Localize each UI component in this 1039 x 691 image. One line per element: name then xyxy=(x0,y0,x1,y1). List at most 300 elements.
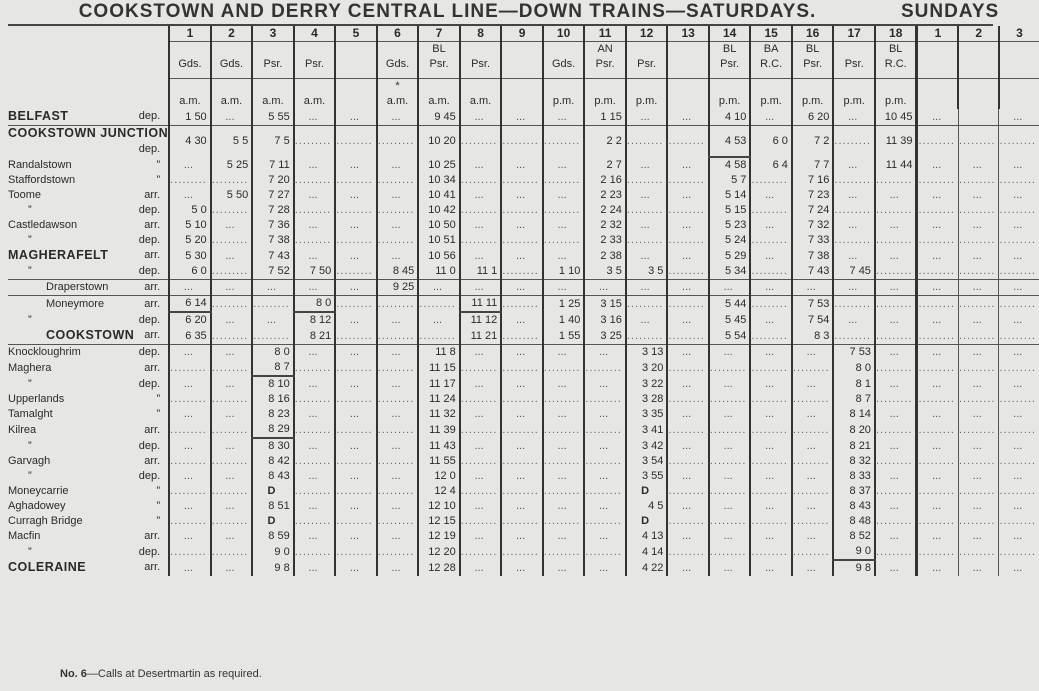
time-cell: 2 33 xyxy=(584,233,626,248)
time-cell: 4 14 xyxy=(626,544,668,560)
time-cell: ......... xyxy=(750,264,792,280)
time-cell: 9 0 xyxy=(252,544,294,560)
time-cell: ......... xyxy=(377,328,419,345)
ampm-cell xyxy=(460,79,502,110)
time-cell: ... xyxy=(667,312,709,328)
train-number: 12 xyxy=(626,26,668,42)
time-cell: ......... xyxy=(460,514,502,529)
time-cell: ......... xyxy=(169,360,211,376)
time-cell: 8 43 xyxy=(252,469,294,484)
time-cell: 10 41 xyxy=(418,188,460,203)
time-cell: ......... xyxy=(875,264,917,280)
train-number: 13 xyxy=(667,26,709,42)
time-cell: ......... xyxy=(999,392,1039,407)
time-cell: 7 38 xyxy=(252,233,294,248)
time-cell: ......... xyxy=(875,392,917,407)
time-cell: ......... xyxy=(833,296,875,313)
time-cell: ......... xyxy=(501,360,543,376)
time-cell: ... xyxy=(999,529,1039,544)
time-cell: ... xyxy=(501,560,543,576)
time-cell: ... xyxy=(875,345,917,361)
time-cell: 9 8 xyxy=(252,560,294,576)
time-cell: ......... xyxy=(917,484,959,499)
time-cell: ......... xyxy=(252,328,294,345)
time-cell: 4 53 xyxy=(709,126,751,158)
time-cell: ... xyxy=(377,438,419,454)
train-number: 11 xyxy=(584,26,626,42)
header-spacer xyxy=(8,42,169,79)
time-cell: ... xyxy=(999,248,1039,264)
timetable-row xyxy=(8,469,1039,484)
time-cell: ......... xyxy=(377,296,419,313)
time-cell: ......... xyxy=(709,484,751,499)
train-type-cell xyxy=(958,42,999,79)
time-cell: ... xyxy=(917,248,959,264)
time-cell: ......... xyxy=(460,544,502,560)
timetable-row xyxy=(8,264,1039,280)
time-cell: ......... xyxy=(917,296,959,313)
time-cell: ......... xyxy=(875,484,917,499)
time-cell: ......... xyxy=(833,126,875,158)
time-cell: 8 29 xyxy=(252,422,294,438)
ampm-label: a.m. xyxy=(179,95,201,107)
train-type-cell xyxy=(626,42,668,79)
ampm-cell xyxy=(875,79,917,110)
arr-dep-label: ” xyxy=(156,500,161,512)
time-cell: ......... xyxy=(211,233,253,248)
timetable-row xyxy=(8,484,1039,499)
time-cell: 5 45 xyxy=(709,312,751,328)
time-cell: ......... xyxy=(501,203,543,218)
time-cell: ......... xyxy=(460,233,502,248)
time-cell: ......... xyxy=(667,514,709,529)
time-cell: ... xyxy=(875,188,917,203)
time-cell: 10 51 xyxy=(418,233,460,248)
time-cell: ... xyxy=(543,188,585,203)
time-cell: ......... xyxy=(917,173,959,188)
time-cell: ......... xyxy=(460,454,502,469)
time-cell: ... xyxy=(999,407,1039,422)
time-cell: ......... xyxy=(999,544,1039,560)
train-number: 15 xyxy=(750,26,792,42)
station-name: ” xyxy=(28,265,32,277)
station-cell xyxy=(8,407,169,422)
train-number: 7 xyxy=(418,26,460,42)
train-type: Gds. xyxy=(551,58,576,70)
time-cell: ......... xyxy=(335,514,377,529)
ampm-cell xyxy=(667,79,709,110)
timetable-row xyxy=(8,560,1039,576)
time-cell: 3 35 xyxy=(626,407,668,422)
time-cell: ......... xyxy=(792,422,834,438)
arr-dep-label: dep. xyxy=(138,470,161,482)
time-cell: ......... xyxy=(584,422,626,438)
time-cell: ......... xyxy=(377,422,419,438)
station-cell xyxy=(8,264,169,280)
time-cell: ... xyxy=(667,560,709,576)
time-cell: 3 28 xyxy=(626,392,668,407)
time-cell: ......... xyxy=(211,454,253,469)
time-cell: ......... xyxy=(999,360,1039,376)
time-cell: ... xyxy=(958,560,999,576)
footnote-text: —Calls at Desertmartin as required. xyxy=(86,668,262,680)
time-cell: 7 45 xyxy=(833,264,875,280)
station-cell xyxy=(8,157,169,173)
station-name: Upperlands xyxy=(8,393,65,405)
ampm-cell xyxy=(626,79,668,110)
time-cell: ... xyxy=(999,312,1039,328)
time-cell: ......... xyxy=(460,422,502,438)
time-cell: ......... xyxy=(543,544,585,560)
time-cell: ... xyxy=(667,376,709,392)
train-type: Psr. xyxy=(263,58,283,70)
time-cell: ... xyxy=(999,438,1039,454)
time-cell: ......... xyxy=(501,296,543,313)
time-cell: ... xyxy=(626,188,668,203)
time-cell: 7 23 xyxy=(792,188,834,203)
time-cell: ... xyxy=(211,529,253,544)
time-cell: 11 21 xyxy=(460,328,502,345)
station-name: Castledawson xyxy=(8,219,78,231)
train-type: Psr. xyxy=(471,58,491,70)
time-cell: ... xyxy=(335,345,377,361)
time-cell: ... xyxy=(543,376,585,392)
timetable-row xyxy=(8,109,1039,126)
station-name: Tamalght xyxy=(8,408,53,420)
time-cell: ... xyxy=(792,529,834,544)
time-cell: ......... xyxy=(501,264,543,280)
time-cell: 7 27 xyxy=(252,188,294,203)
time-cell: 10 20 xyxy=(418,126,460,158)
time-cell: ......... xyxy=(875,360,917,376)
time-cell: 8 12 xyxy=(294,312,336,328)
arr-dep-label: arr. xyxy=(144,329,161,341)
time-cell: ......... xyxy=(875,203,917,218)
time-cell: ... xyxy=(543,109,585,126)
time-cell: 8 33 xyxy=(833,469,875,484)
timetable-row xyxy=(8,438,1039,454)
time-cell: 6 20 xyxy=(169,312,211,328)
time-cell: ... xyxy=(211,499,253,514)
time-cell: ......... xyxy=(999,203,1039,218)
time-cell: ... xyxy=(335,157,377,173)
time-cell: ... xyxy=(917,188,959,203)
time-cell: ......... xyxy=(377,233,419,248)
time-cell: ... xyxy=(667,188,709,203)
train-prefix: BA xyxy=(763,43,779,55)
time-cell: 12 10 xyxy=(418,499,460,514)
time-cell: ... xyxy=(294,376,336,392)
time-cell: 3 25 xyxy=(584,328,626,345)
time-cell: 7 33 xyxy=(792,233,834,248)
station-cell xyxy=(8,280,169,296)
time-cell: ... xyxy=(709,376,751,392)
station-name: Moneycarrie xyxy=(8,485,69,497)
train-number: 10 xyxy=(543,26,585,42)
train-number: 5 xyxy=(335,26,377,42)
time-cell: D xyxy=(626,514,668,529)
time-cell: ... xyxy=(667,529,709,544)
time-cell: ......... xyxy=(211,173,253,188)
time-cell: ......... xyxy=(211,422,253,438)
time-cell: 5 29 xyxy=(709,248,751,264)
time-cell: ... xyxy=(294,188,336,203)
time-cell: 2 38 xyxy=(584,248,626,264)
time-cell: ... xyxy=(875,280,917,296)
station-cell xyxy=(8,469,169,484)
timetable-row xyxy=(8,173,1039,188)
time-cell: ... xyxy=(709,280,751,296)
time-cell: ... xyxy=(958,280,999,296)
time-cell: 5 30 xyxy=(169,248,211,264)
arr-dep-label: ” xyxy=(156,158,161,171)
time-cell: ... xyxy=(460,529,502,544)
station-cell xyxy=(8,499,169,514)
time-cell: ......... xyxy=(917,264,959,280)
train-type: Psr. xyxy=(720,58,740,70)
time-cell: ......... xyxy=(917,203,959,218)
time-cell: ... xyxy=(792,438,834,454)
train-type-cell xyxy=(335,42,377,79)
time-cell: ......... xyxy=(709,454,751,469)
train-number: 1 xyxy=(169,26,211,42)
time-cell: ......... xyxy=(667,454,709,469)
time-cell: ......... xyxy=(875,422,917,438)
time-cell: 3 16 xyxy=(584,312,626,328)
time-cell: ... xyxy=(792,280,834,296)
time-cell: ......... xyxy=(833,328,875,345)
ampm-label: p.m. xyxy=(843,95,865,107)
time-cell: ......... xyxy=(709,544,751,560)
time-cell: ... xyxy=(501,157,543,173)
time-cell: 12 0 xyxy=(418,469,460,484)
time-cell: ... xyxy=(833,280,875,296)
ampm-cell xyxy=(750,79,792,110)
time-cell: ......... xyxy=(543,126,585,158)
time-cell: ... xyxy=(875,560,917,576)
train-type: Gds. xyxy=(178,58,202,70)
time-cell: ... xyxy=(999,499,1039,514)
time-cell: 8 52 xyxy=(833,529,875,544)
time-cell: ... xyxy=(667,438,709,454)
time-cell: ......... xyxy=(501,392,543,407)
station-cell xyxy=(8,296,169,313)
time-cell: 5 34 xyxy=(709,264,751,280)
time-cell: ......... xyxy=(958,264,999,280)
time-cell: 11 17 xyxy=(418,376,460,392)
time-cell: ... xyxy=(584,376,626,392)
time-cell: ......... xyxy=(999,264,1039,280)
train-type: Psr. xyxy=(844,58,864,70)
time-cell: 3 5 xyxy=(584,264,626,280)
time-cell: ......... xyxy=(709,514,751,529)
time-cell: ......... xyxy=(294,514,336,529)
time-cell: ... xyxy=(335,248,377,264)
time-cell: ... xyxy=(460,218,502,233)
time-cell: ... xyxy=(294,438,336,454)
train-prefix: BL xyxy=(432,43,446,55)
time-cell: ... xyxy=(709,438,751,454)
ampm-label: a.m. xyxy=(262,95,284,107)
time-cell: ......... xyxy=(211,514,253,529)
time-cell: ......... xyxy=(377,392,419,407)
time-cell: ......... xyxy=(999,173,1039,188)
time-cell: 5 23 xyxy=(709,218,751,233)
time-cell: ... xyxy=(294,560,336,576)
time-cell: 10 45 xyxy=(875,109,917,126)
time-cell: ......... xyxy=(501,484,543,499)
time-cell: 7 43 xyxy=(252,248,294,264)
time-cell: ......... xyxy=(335,173,377,188)
time-cell: ... xyxy=(999,109,1039,126)
time-cell: ... xyxy=(377,312,419,328)
time-cell: ......... xyxy=(667,360,709,376)
station-cell xyxy=(8,392,169,407)
station-name: ” xyxy=(28,470,32,482)
time-cell: 5 54 xyxy=(709,328,751,345)
time-cell: ... xyxy=(169,376,211,392)
time-cell: 7 7 xyxy=(792,157,834,173)
time-cell: ... xyxy=(335,529,377,544)
time-cell: ... xyxy=(750,560,792,576)
time-cell: ......... xyxy=(709,422,751,438)
time-cell: ......... xyxy=(709,360,751,376)
time-cell: ......... xyxy=(335,392,377,407)
train-type-cell xyxy=(999,42,1039,79)
time-cell: ... xyxy=(833,248,875,264)
train-number: 2 xyxy=(211,26,253,42)
time-cell: ... xyxy=(501,407,543,422)
time-cell: ......... xyxy=(999,422,1039,438)
time-cell: ... xyxy=(169,280,211,296)
arr-dep-label: dep. xyxy=(138,204,161,216)
arr-dep-label: dep. xyxy=(138,346,161,358)
time-cell: ... xyxy=(501,438,543,454)
arr-dep-label: dep. xyxy=(138,377,161,390)
arr-dep-label: arr. xyxy=(144,561,161,573)
time-cell: ... xyxy=(750,438,792,454)
time-cell: 1 15 xyxy=(584,109,626,126)
time-cell: ......... xyxy=(169,514,211,529)
time-cell: 7 32 xyxy=(792,218,834,233)
train-type-cell xyxy=(709,42,751,79)
time-cell: 7 54 xyxy=(792,312,834,328)
timetable-row xyxy=(8,392,1039,407)
train-type-cell xyxy=(460,42,502,79)
sunday-train-number: 2 xyxy=(958,26,999,42)
time-cell: ... xyxy=(501,109,543,126)
train-number: 9 xyxy=(501,26,543,42)
time-cell: ......... xyxy=(917,126,959,158)
header-spacer xyxy=(8,79,169,110)
timetable-row xyxy=(8,345,1039,361)
time-cell: ... xyxy=(750,188,792,203)
time-cell: 11 43 xyxy=(418,438,460,454)
ampm-cell xyxy=(917,79,959,110)
time-cell: 5 5 xyxy=(211,126,253,158)
time-cell: ......... xyxy=(750,544,792,560)
time-cell: ... xyxy=(543,157,585,173)
time-cell: 2 2 xyxy=(584,126,626,158)
station-cell xyxy=(8,312,169,328)
time-cell: ......... xyxy=(460,360,502,376)
ampm-row xyxy=(8,79,1039,110)
station-cell xyxy=(8,188,169,203)
time-cell: ... xyxy=(335,280,377,296)
time-cell: ... xyxy=(667,248,709,264)
station-cell xyxy=(8,529,169,544)
time-cell: ......... xyxy=(875,173,917,188)
ampm-label: a.m. xyxy=(469,95,492,107)
time-cell: 10 34 xyxy=(418,173,460,188)
time-cell: 7 36 xyxy=(252,218,294,233)
time-cell: ......... xyxy=(377,514,419,529)
time-cell: 5 24 xyxy=(709,233,751,248)
time-cell: ......... xyxy=(667,392,709,407)
time-cell: ... xyxy=(294,529,336,544)
time-cell: 8 32 xyxy=(833,454,875,469)
time-cell: 9 25 xyxy=(377,280,419,296)
train-type-cell xyxy=(543,42,585,79)
station-cell xyxy=(8,345,169,361)
time-cell: ......... xyxy=(460,203,502,218)
timetable-row xyxy=(8,188,1039,203)
timetable-row xyxy=(8,422,1039,438)
time-cell: ......... xyxy=(958,544,999,560)
time-cell: ... xyxy=(750,280,792,296)
station-name: ” xyxy=(28,234,32,246)
time-cell: 1 40 xyxy=(543,312,585,328)
time-cell: ......... xyxy=(335,544,377,560)
time-cell: ... xyxy=(377,345,419,361)
time-cell: ......... xyxy=(377,544,419,560)
time-cell: 4 13 xyxy=(626,529,668,544)
time-cell: ... xyxy=(335,312,377,328)
time-cell: ......... xyxy=(875,328,917,345)
time-cell: 11 12 xyxy=(460,312,502,328)
time-cell: 3 13 xyxy=(626,345,668,361)
time-cell: 11 44 xyxy=(875,157,917,173)
time-cell: ......... xyxy=(667,264,709,280)
time-cell: ... xyxy=(584,469,626,484)
station-cell xyxy=(8,422,169,438)
time-cell: 8 7 xyxy=(252,360,294,376)
time-cell: ... xyxy=(917,109,959,126)
time-cell: ......... xyxy=(875,296,917,313)
time-cell: ......... xyxy=(917,233,959,248)
time-cell: ......... xyxy=(169,392,211,407)
time-cell: ......... xyxy=(999,296,1039,313)
time-cell: ... xyxy=(460,188,502,203)
arr-dep-label: ” xyxy=(156,485,161,497)
ampm-label: a.m. xyxy=(220,95,243,107)
time-cell: ... xyxy=(626,109,668,126)
time-cell: ... xyxy=(750,407,792,422)
sunday-train-number: 3 xyxy=(999,26,1039,42)
time-cell: ... xyxy=(917,560,959,576)
time-cell: ......... xyxy=(501,173,543,188)
time-cell: ......... xyxy=(833,233,875,248)
time-cell: 8 20 xyxy=(833,422,875,438)
time-cell: ......... xyxy=(294,422,336,438)
ampm-label: p.m. xyxy=(760,95,782,107)
time-cell: ......... xyxy=(501,233,543,248)
time-cell: ......... xyxy=(875,233,917,248)
time-cell: ......... xyxy=(294,392,336,407)
time-cell: ......... xyxy=(626,203,668,218)
time-cell: ......... xyxy=(917,360,959,376)
time-cell: ... xyxy=(792,345,834,361)
